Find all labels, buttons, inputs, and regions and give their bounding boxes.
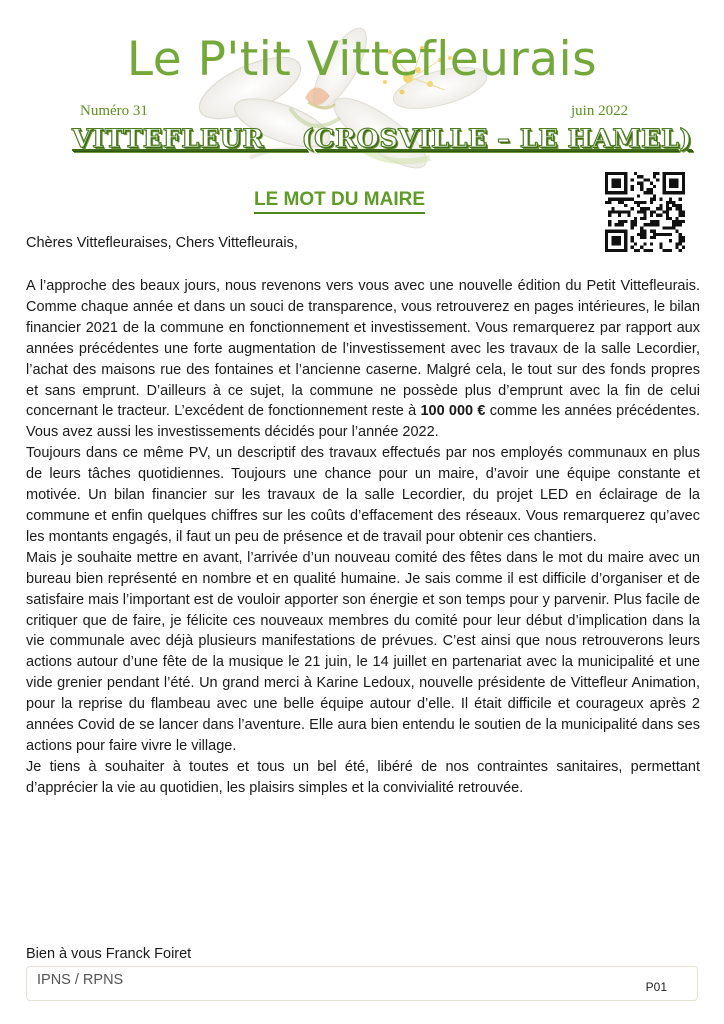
paragraph bbox=[26, 276, 700, 443]
paragraph-text: comme les années précédentes. Vous avez aussi les investissements décidés pour l’année 2022. bbox=[26, 403, 700, 441]
qr-code-icon[interactable] bbox=[605, 172, 685, 252]
issue-number: Numéro 31 bbox=[80, 103, 148, 119]
newsletter-title: Le P'tit Vittefleurais bbox=[126, 32, 598, 87]
page-number: P01 bbox=[645, 980, 667, 994]
greeting: Chères Vittefleuraises, Chers Vittefleurais, bbox=[26, 235, 298, 251]
paragraph: Je tiens à souhaiter à toutes et tous un bel été, libéré de nos contraintes sanitaires, permettant d’apprécier la vie au quotidien, les plaisirs simples et la convivialité retrouvée. bbox=[26, 758, 700, 796]
footer-ipns: IPNS / RPNS bbox=[37, 972, 124, 988]
amount-highlight: 100 000 € bbox=[420, 403, 486, 420]
signature: Bien à vous Franck Foiret bbox=[26, 946, 192, 962]
paragraph-text: A l’approche des beaux jours, nous revenons vers vous avec une nouvelle édition du Petit Vittefleurais. Comme chaque année et dans un souci de transparence, vous retrouverez en pages intérieures, le bilan financier 2021 de la commune en fonctionnement et investissement. Vous remarquerez par rapport aux années précédentes une forte augmentation de l’investissement avec les travaux de la salle Lecordier, l’achat des maisons rue des fontaines et l’ancienne caserne. Malgré cela, le tout sur des fonds propres et sans emprunt. D’ailleurs à ce sujet, la commune ne possède plus d’emprunt avec la fin de celui concernant le tracteur. L’excédent de fonctionnement reste à bbox=[26, 278, 700, 420]
section-title: LE MOT DU MAIRE bbox=[254, 188, 425, 214]
village-heading: VITTEFLEUR (CROSVILLE – LE HAMEL) bbox=[72, 124, 693, 154]
paragraph: Mais je souhaite mettre en avant, l’arrivée d’un nouveau comité des fêtes dans le mot du maire avec un bureau bien représenté en nombre et en qualité humaine. Je sais comme il est difficile d’organiser et de satisfaire mais l’important est de vouloir apporter son énergie et son temps pour y parvenir. Plus facile de critiquer que de faire, je félicite ces nouveaux membres du comité pour leur début d’implication dans la vie communale avec déjà plusieurs manifestations de prévues. C’est ainsi que nous retrouverons leurs actions autour d’une fête de la musique le 21 juin, le 14 juillet en partenariat avec la municipalité et une vide grenier pendant l’été. Un grand merci à Karine Ledoux, nouvelle présidente de Vittefleur Animation, pour la reprise du flambeau avec une belle équipe autour d’elle. Il était difficile et courageux après 2 années Covid de se lancer dans l’aventure. Elle aura bien entendu le soutien de la municipalité dans ses actions pour faire vivre le village. bbox=[26, 549, 700, 754]
page-footer bbox=[26, 966, 698, 1001]
article-body bbox=[26, 276, 700, 799]
paragraph: Toujours dans ce même PV, un descriptif des travaux effectués par nos employés communaux en plus de leurs tâches quotidiennes. Toujours une chance pour un maire, d’avoir une équipe constante et motivée. Un bilan financier sur les travaux de la salle Lecordier, du projet LED en éclairage de la commune et enfin quelques chiffres sur les coûts d’effacement des réseaux. Vous remarquerez qu’avec les montants engagés, il faut un peu de présence et de travail pour obtenir ces chantiers. bbox=[26, 445, 700, 545]
issue-date: juin 2022 bbox=[571, 103, 629, 119]
